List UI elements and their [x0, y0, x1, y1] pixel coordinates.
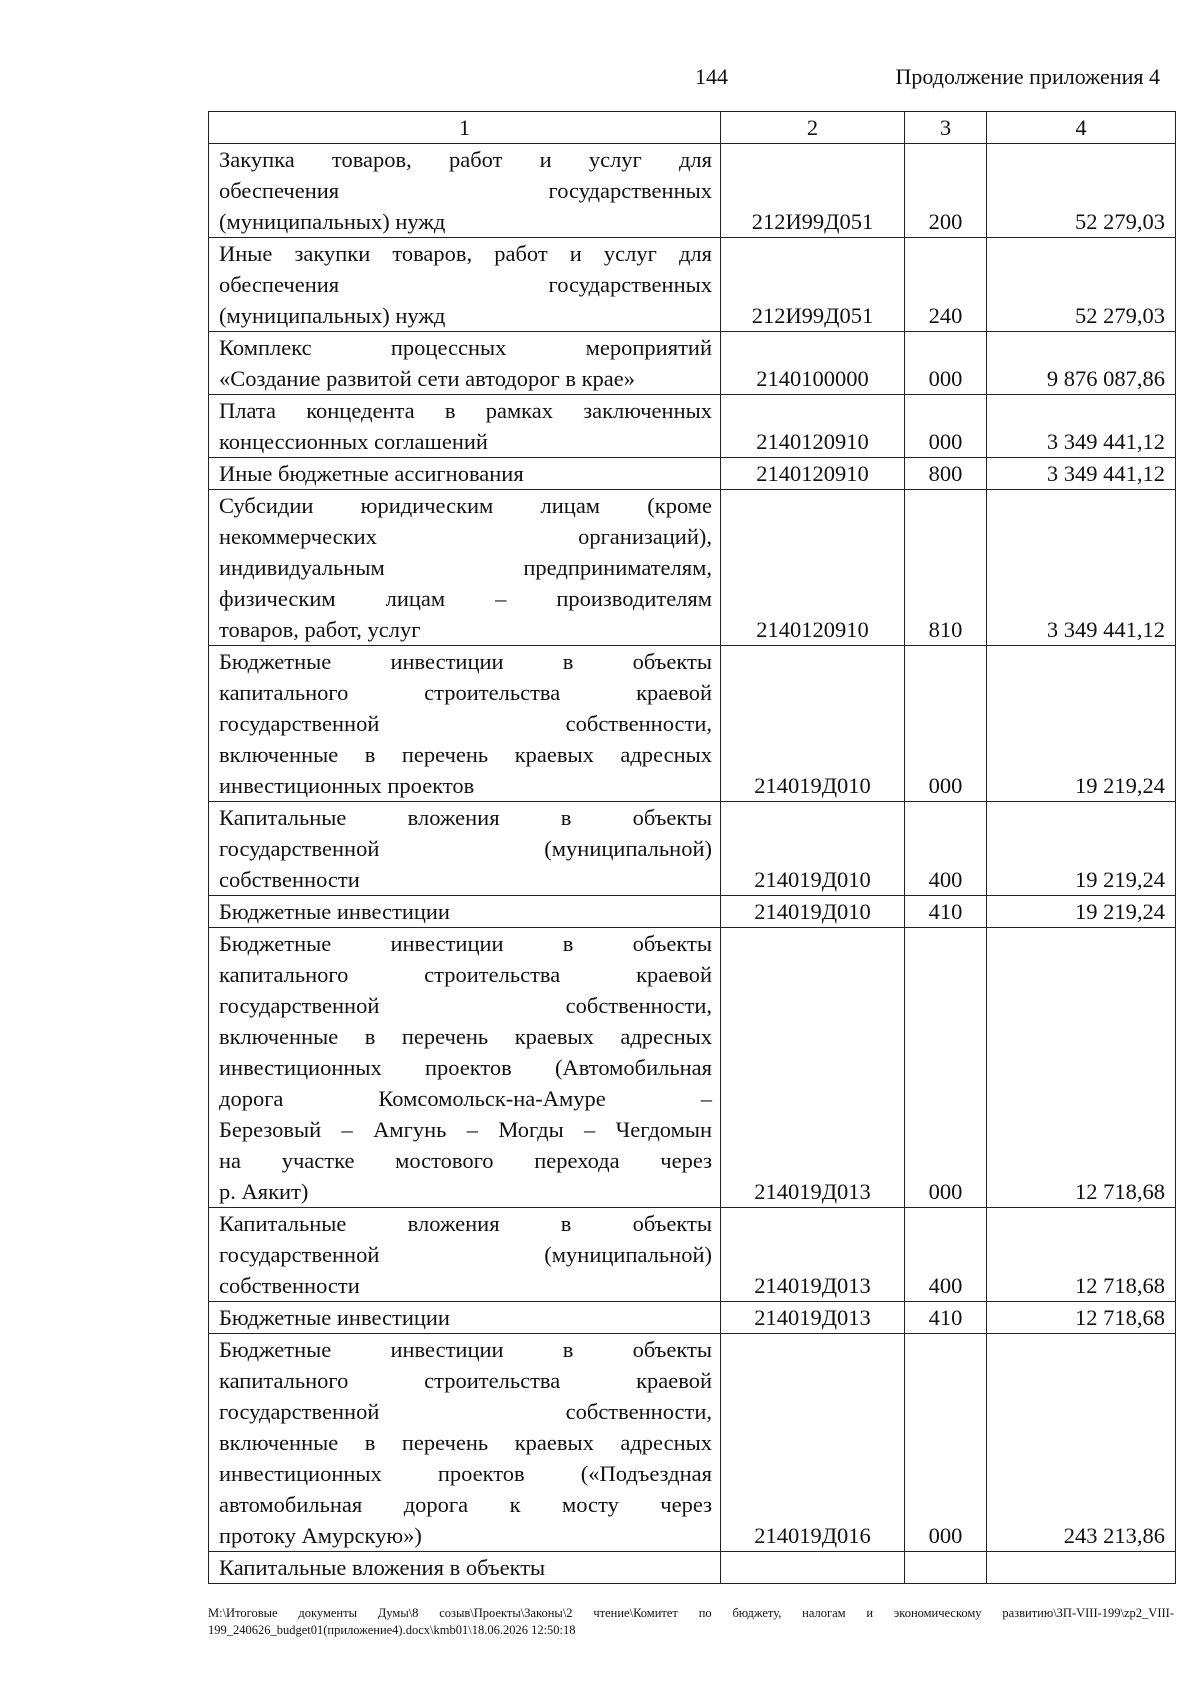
row-amount: 19 219,24 — [987, 646, 1176, 802]
description-line: обеспечения государственных — [219, 272, 712, 297]
budget-table — [208, 111, 1176, 1584]
table-row — [209, 928, 1176, 1208]
row-target-code: 214019Д010 — [721, 802, 905, 896]
table-row — [209, 144, 1176, 238]
row-target-code: 214019Д013 — [721, 928, 905, 1208]
row-description — [209, 928, 721, 1208]
table-row — [209, 490, 1176, 646]
row-description — [209, 144, 721, 238]
description-line: включенные в перечень краевых адресных — [219, 742, 712, 767]
row-amount: 243 213,86 — [987, 1334, 1176, 1552]
description-line: Капитальные вложения в объекты — [219, 1555, 546, 1580]
column-number-3: 3 — [905, 112, 987, 144]
column-number-4: 4 — [987, 112, 1176, 144]
page-number: 144 — [695, 64, 728, 89]
description-line: собственности — [219, 867, 360, 892]
row-expense-type: 810 — [905, 490, 987, 646]
description-line: дорога Комсомольск-на-Амуре – — [219, 1086, 712, 1111]
row-description — [209, 395, 721, 458]
row-target-code: 212И99Д051 — [721, 144, 905, 238]
row-description — [209, 1552, 721, 1584]
row-target-code: 214019Д013 — [721, 1208, 905, 1302]
row-target-code: 214019Д016 — [721, 1334, 905, 1552]
description-line: (муниципальных) нужд — [219, 209, 446, 234]
table-row — [209, 238, 1176, 332]
row-expense-type: 000 — [905, 928, 987, 1208]
column-number-row — [209, 112, 1176, 144]
row-description — [209, 646, 721, 802]
row-target-code: 214019Д010 — [721, 646, 905, 802]
row-expense-type: 400 — [905, 1208, 987, 1302]
description-line: капитального строительства краевой — [219, 962, 712, 987]
row-amount — [987, 1552, 1176, 1584]
description-line: индивидуальным предпринимателям, — [219, 555, 712, 580]
row-expense-type: 000 — [905, 395, 987, 458]
row-description — [209, 896, 721, 928]
description-line: государственной (муниципальной) — [219, 1242, 712, 1267]
row-target-code: 2140120910 — [721, 490, 905, 646]
description-line: р. Аякит) — [219, 1179, 309, 1204]
table-row — [209, 458, 1176, 490]
description-line: государственной (муниципальной) — [219, 836, 712, 861]
row-expense-type: 400 — [905, 802, 987, 896]
row-description — [209, 1208, 721, 1302]
description-line: собственности — [219, 1273, 360, 1298]
description-line: Иные закупки товаров, работ и услуг для — [219, 241, 712, 266]
row-target-code — [721, 1552, 905, 1584]
row-target-code: 212И99Д051 — [721, 238, 905, 332]
row-amount: 3 349 441,12 — [987, 395, 1176, 458]
row-target-code: 2140120910 — [721, 458, 905, 490]
row-description — [209, 1302, 721, 1334]
document-file-path: M:\Итоговые документы Думы\8 созыв\Проекты\Законы\2 чтение\Комитет по бюджету, налогам и экономическому развитию\ЗП-VIII-199\zp2_VIII-199_240626_budget01(приложение4).docx\kmb01\18.06.2026 12:50:18 — [208, 1606, 1174, 1637]
row-amount: 3 349 441,12 — [987, 490, 1176, 646]
row-amount: 52 279,03 — [987, 144, 1176, 238]
description-line: Бюджетные инвестиции — [219, 1305, 450, 1330]
description-line: Капитальные вложения в объекты — [219, 1211, 712, 1236]
description-line: товаров, работ, услуг — [219, 617, 421, 642]
row-description — [209, 802, 721, 896]
column-number-2: 2 — [721, 112, 905, 144]
description-line: Бюджетные инвестиции — [219, 899, 450, 924]
row-expense-type: 000 — [905, 332, 987, 395]
description-line: инвестиционных проектов («Подъездная — [219, 1461, 712, 1486]
column-number-1: 1 — [209, 112, 721, 144]
row-expense-type: 240 — [905, 238, 987, 332]
description-line: инвестиционных проектов — [219, 773, 475, 798]
row-description — [209, 238, 721, 332]
description-line: капитального строительства краевой — [219, 680, 712, 705]
description-line: Закупка товаров, работ и услуг для — [219, 147, 712, 172]
row-target-code: 2140100000 — [721, 332, 905, 395]
description-line: физическим лицам – производителям — [219, 586, 712, 611]
row-amount: 12 718,68 — [987, 928, 1176, 1208]
description-line: Бюджетные инвестиции в объекты — [219, 931, 712, 956]
table-row — [209, 395, 1176, 458]
description-line: «Создание развитой сети автодорог в крае» — [219, 366, 635, 391]
description-line: включенные в перечень краевых адресных — [219, 1024, 712, 1049]
description-line: на участке мостового перехода через — [219, 1148, 712, 1173]
row-amount: 3 349 441,12 — [987, 458, 1176, 490]
description-line: Комплекс процессных мероприятий — [219, 335, 712, 360]
description-line: автомобильная дорога к мосту через — [219, 1492, 712, 1517]
row-amount: 52 279,03 — [987, 238, 1176, 332]
row-target-code: 214019Д013 — [721, 1302, 905, 1334]
table-row — [209, 802, 1176, 896]
row-description — [209, 490, 721, 646]
description-line: Плата концедента в рамках заключенных — [219, 398, 712, 423]
row-amount: 12 718,68 — [987, 1302, 1176, 1334]
description-line: некоммерческих организаций), — [219, 524, 712, 549]
row-amount: 12 718,68 — [987, 1208, 1176, 1302]
description-line: Бюджетные инвестиции в объекты — [219, 649, 712, 674]
row-expense-type: 410 — [905, 1302, 987, 1334]
description-line: включенные в перечень краевых адресных — [219, 1430, 712, 1455]
row-expense-type: 000 — [905, 1334, 987, 1552]
row-target-code: 214019Д010 — [721, 896, 905, 928]
description-line: государственной собственности, — [219, 993, 712, 1018]
table-row — [209, 896, 1176, 928]
description-line: протоку Амурскую») — [219, 1523, 422, 1548]
appendix-continuation-note: Продолжение приложения 4 — [895, 64, 1160, 89]
description-line: государственной собственности, — [219, 711, 712, 736]
description-line: Бюджетные инвестиции в объекты — [219, 1337, 712, 1362]
description-line: Березовый – Амгунь – Могды – Чегдомын — [219, 1117, 712, 1142]
table-row — [209, 1552, 1176, 1584]
row-description — [209, 458, 721, 490]
row-expense-type: 000 — [905, 646, 987, 802]
row-target-code: 2140120910 — [721, 395, 905, 458]
row-expense-type: 800 — [905, 458, 987, 490]
row-amount: 9 876 087,86 — [987, 332, 1176, 395]
description-line: обеспечения государственных — [219, 178, 712, 203]
row-amount: 19 219,24 — [987, 896, 1176, 928]
row-description — [209, 1334, 721, 1552]
table-row — [209, 1208, 1176, 1302]
description-line: Капитальные вложения в объекты — [219, 805, 712, 830]
row-expense-type: 200 — [905, 144, 987, 238]
row-expense-type — [905, 1552, 987, 1584]
description-line: государственной собственности, — [219, 1399, 712, 1424]
description-line: капитального строительства краевой — [219, 1368, 712, 1393]
row-description — [209, 332, 721, 395]
row-expense-type: 410 — [905, 896, 987, 928]
description-line: (муниципальных) нужд — [219, 303, 446, 328]
row-amount: 19 219,24 — [987, 802, 1176, 896]
table-row — [209, 332, 1176, 395]
description-line: концессионных соглашений — [219, 429, 488, 454]
table-row — [209, 1302, 1176, 1334]
description-line: Субсидии юридическим лицам (кроме — [219, 493, 712, 518]
description-line: инвестиционных проектов (Автомобильная — [219, 1055, 712, 1080]
budget-table-body — [209, 112, 1176, 1584]
table-row — [209, 1334, 1176, 1552]
table-row — [209, 646, 1176, 802]
description-line: Иные бюджетные ассигнования — [219, 461, 524, 486]
